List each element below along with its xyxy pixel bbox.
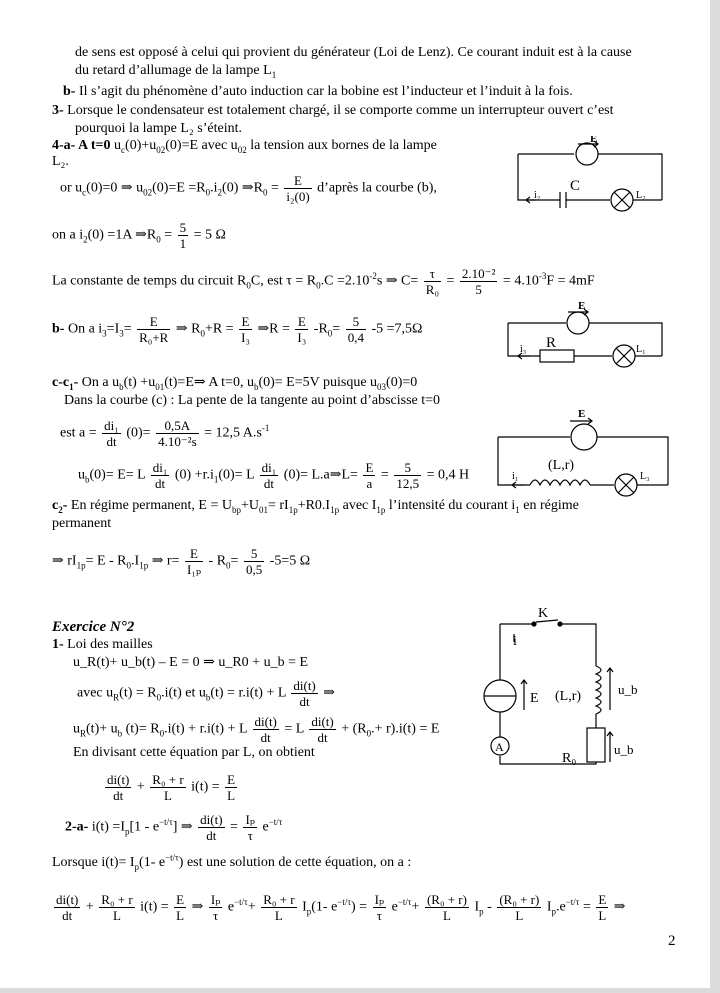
fraction: $\frac{E}{\text{I₃}}$	[297, 314, 307, 345]
fraction: $\frac{\text{(R₀ + r)}}{L}$	[426, 892, 467, 923]
circuit-label-ub-top: u_b	[618, 682, 638, 697]
equation-line: ⇒ $rI_{1p}= E - R_0.I_{1p}$ ⇒ r= $\frac{E}{\text{I₁ₚ}}$ - $R_0=$ $\frac{5}{0,5}$ -5=5 Ω	[52, 546, 311, 577]
fraction: $\frac{5}{1}$	[179, 220, 187, 251]
fraction: $\frac{di(t)}{dt}$	[56, 892, 79, 923]
fraction: $\frac{di(t)}{dt}$	[293, 678, 316, 709]
circuit-label-i: i	[513, 634, 517, 649]
fraction: $\frac{\text{di₁}}{dt}$	[104, 418, 119, 449]
fraction: $\frac{\text{Iₚ}}{\tau}$	[374, 892, 385, 923]
equation-line: 2-a- $i(t) =I_p[1 - e^{-t/\tau}]$ ⇒ $\frac{di(t)}{dt}$ = $\frac{\text{Iₚ}}{\tau}$ $e^{-t/\tau}$	[65, 812, 283, 843]
fraction: $\frac{E}{L}$	[598, 892, 607, 923]
fraction: $\frac{E}{a}$	[365, 460, 374, 491]
equation-line: $\frac{di(t)}{dt}$ + $\frac{\text{R₀ + r}}{L}$ i(t) = $\frac{E}{L}$	[107, 772, 236, 803]
equation-line: on a $i_2(0) =1A$ $\Rightarrow R_0$ = $\frac{5}{1}$ = 5 Ω	[52, 220, 226, 251]
equation-line: or $u_c(0)=0$ ⇒ $u_{02}(0)=E =R_0.i_2(0)$ $\Rightarrow R_0$ = $\frac{E}{\text{i₂(0)}}$ d’après la courbe (b),	[60, 173, 437, 204]
circuit-label-E: E	[578, 300, 586, 312]
fraction: $\frac{\text{2.10⁻²}}{5}$	[461, 266, 496, 297]
circuit-label-ub-bottom: u_b	[614, 742, 634, 757]
text-line: En divisant cette équation par L, on obtient	[73, 745, 315, 760]
equation-line: avec $u_R(t) = R_0.i(t)$ et $u_b(t) = r.i(t) + L$ $\frac{di(t)}{dt}$ ⇒	[77, 678, 335, 709]
circuit-label-L1: L₁	[636, 344, 646, 355]
circuit-label-R: R	[546, 335, 557, 351]
text-line: $c-c_1-$ On a $u_b(t)$ $+u_{01}(t)=E\Rightarrow$ A t=0, $u_b(0)= E=5V$ puisque $u_{03}(0)=0$	[52, 375, 418, 392]
circuit-diagram-c2	[500, 298, 675, 368]
fraction: $\frac{E}{L}$	[227, 772, 236, 803]
circuit-label-C: C	[570, 178, 581, 194]
circuit-label-i1: i₁	[512, 471, 519, 482]
equation-line: $u_b(0)= E= L$ $\frac{\text{di₁}}{dt}$ $(0) +r.i_1(0)= L$ $\frac{\text{di₁}}{dt}$ (0)= L.a⇒L= $\frac{E}{a}$ = $\frac{5}{12,5}$ = 0,4 H	[78, 460, 470, 491]
equation-line: $\frac{di(t)}{dt}$ + $\frac{\text{R₀ + r}}{L}$ i(t) = $\frac{E}{L}$ ⇒ $\frac{\text{Iₚ}}{\tau}$ $e^{-t/\tau}+$ $\frac{\text{R₀ + r}}{L}$ $I_p(1-$ $e^{-t/\tau}$) = $\frac{\text{Iₚ}}{\tau}$ $e^{-t/\tau}+$ $\frac{\text{(R₀ + r)}}{L}$ $I_p$ - $\frac{\text{(R₀ + r)}}{L}$ $I_p.e^{-t/\tau}$ = $\frac{E}{L}$ ⇒	[56, 892, 626, 923]
circuit-label-coil: (L,r)	[548, 458, 575, 473]
circuit-label-L2: L₂	[636, 190, 646, 201]
text-line: 3- Lorsque le condensateur est totalement chargé, il se comporte comme un interrupteur ouvert c’est	[52, 103, 614, 118]
fraction: $\frac{0,5A}{\text{4.10⁻²s}}$	[158, 418, 197, 449]
fraction: $\frac{E}{\text{R₀+R}}$	[139, 314, 169, 345]
fraction: $\frac{E}{\text{I₃}}$	[241, 314, 250, 345]
fraction: $\frac{\text{di₁}}{dt}$	[152, 460, 168, 491]
fraction: $\frac{\text{(R₀ + r)}}{L}$	[499, 892, 540, 923]
text-line: 1- Loi des mailles	[52, 637, 153, 652]
circuit-label-E: E	[530, 691, 539, 706]
equation-line: Lorsque $i(t)= I_p(1-$ $e^{-t/\tau}$) est une solution de cette équation, on a :	[52, 852, 412, 872]
equation-line: b- On a $i_3=I_3=$ $\frac{E}{\text{R₀+R}}$ ⇒ $R_0+R$ = $\frac{E}{\text{I₃}}$ ⇒R = $\frac{E}{\text{I₃}}$ $-R_0=$ $\frac{5}{0,4}$ -5 =7,5Ω	[52, 314, 423, 345]
fraction: $\frac{5}{0,5}$	[245, 546, 263, 577]
circuit-label-L3: L₃	[640, 471, 650, 482]
text-line: Dans la courbe (c) : La pente de la tangente au point d’abscisse t=0	[64, 393, 441, 408]
text-line: L₂.	[52, 154, 69, 169]
fraction: $\frac{\text{R₀ + r}}{L}$	[263, 892, 295, 923]
text-line: permanent	[52, 516, 112, 531]
circuit-label-i3: i₃	[520, 344, 527, 355]
fraction: $\frac{\text{Iₚ}}{\tau}$	[245, 812, 255, 843]
circuit-label-K: K	[538, 606, 549, 621]
equation-line: La constante de temps du circuit $R_0C$, est $\tau = R_0.C =2.10^{-2}s$ ⇒ C= $\frac{\tau}{\text{R₀}}$ = $\frac{\text{2.10⁻²}}{5}$ = $4.10^{-3}F = 4mF$	[52, 266, 595, 297]
circuit-diagram-c3	[490, 405, 675, 500]
equation-line: $u_R(t)+ u_b$ $(t)= R_0.i(t) + r.i(t) + L$ $\frac{di(t)}{dt}$ = L $\frac{di(t)}{dt}$ + $(R_0.+ r).i(t) = E$	[73, 714, 440, 745]
fraction: $\frac{di(t)}{dt}$	[107, 772, 130, 803]
fraction: $\frac{\text{Iₚ}}{\tau}$	[210, 892, 221, 923]
text-line: b- Il s’agit du phénomène d’auto induction car la bobine est l’inducteur et l’induit à la fois.	[63, 84, 573, 99]
fraction: $\frac{\tau}{\text{R₀}}$	[425, 266, 439, 297]
fraction: $\frac{di(t)}{dt}$	[254, 714, 277, 745]
text-line: $c_2-$ En régime permanent, $E = U_{bp}+U_{01}= rI_{1p}+R0.I_{1p}$ avec $I_{1p}$ l’intensité du courant $i_1$ en régime	[52, 498, 579, 515]
equation-line: u_R(t)+ u_b(t) – E = 0 ⇒ u_R0 + u_b = E	[73, 655, 309, 670]
fraction: $\frac{di(t)}{dt}$	[200, 812, 223, 843]
fraction: $\frac{5}{12,5}$	[396, 460, 420, 491]
circuit-diagram-c1	[512, 136, 672, 216]
text-line: 4-a- A t=0 $u_c(0)+u_{02}(0)=E$ avec $u_{02}$ la tension aux bornes de la lampe	[52, 138, 437, 155]
page-number: 2	[668, 933, 676, 949]
circuit-label-A: A	[495, 740, 504, 754]
text-line: pourquoi la lampe L₂ s’éteint.	[75, 121, 243, 136]
equation-line: est a = $\frac{\text{di₁}}{dt}$ (0)= $\frac{0,5A}{\text{4.10⁻²s}}$ = 12,5 $A.s^{-1}$	[60, 418, 270, 449]
fraction: $\frac{E}{\text{I₁ₚ}}$	[186, 546, 202, 577]
fraction: $\frac{\text{di₁}}{dt}$	[261, 460, 277, 491]
circuit-label-R0: R₀	[562, 751, 577, 766]
section-title: Exercice N°2	[52, 619, 135, 635]
fraction: $\frac{E}{\text{i₂(0)}}$	[286, 173, 310, 204]
circuit-diagram-c4	[478, 598, 653, 773]
circuit-label-E: E	[578, 408, 586, 420]
text-line: de sens est opposé à celui qui provient du générateur (Loi de Lenz). Ce courant induit est à la cause	[75, 45, 632, 60]
fraction: $\frac{di(t)}{dt}$	[311, 714, 334, 745]
fraction: $\frac{5}{0,4}$	[347, 314, 364, 345]
fraction: $\frac{E}{L}$	[176, 892, 185, 923]
fraction: $\frac{\text{R₀ + r}}{L}$	[101, 892, 133, 923]
circuit-label-E: E	[590, 136, 598, 145]
fraction: $\frac{\text{R₀ + r}}{L}$	[152, 772, 184, 803]
text-line: du retard d’allumage de la lampe $L_1$	[75, 63, 277, 80]
circuit-label-i2: i₂	[534, 190, 541, 201]
circuit-label-coil: (L,r)	[555, 689, 582, 704]
